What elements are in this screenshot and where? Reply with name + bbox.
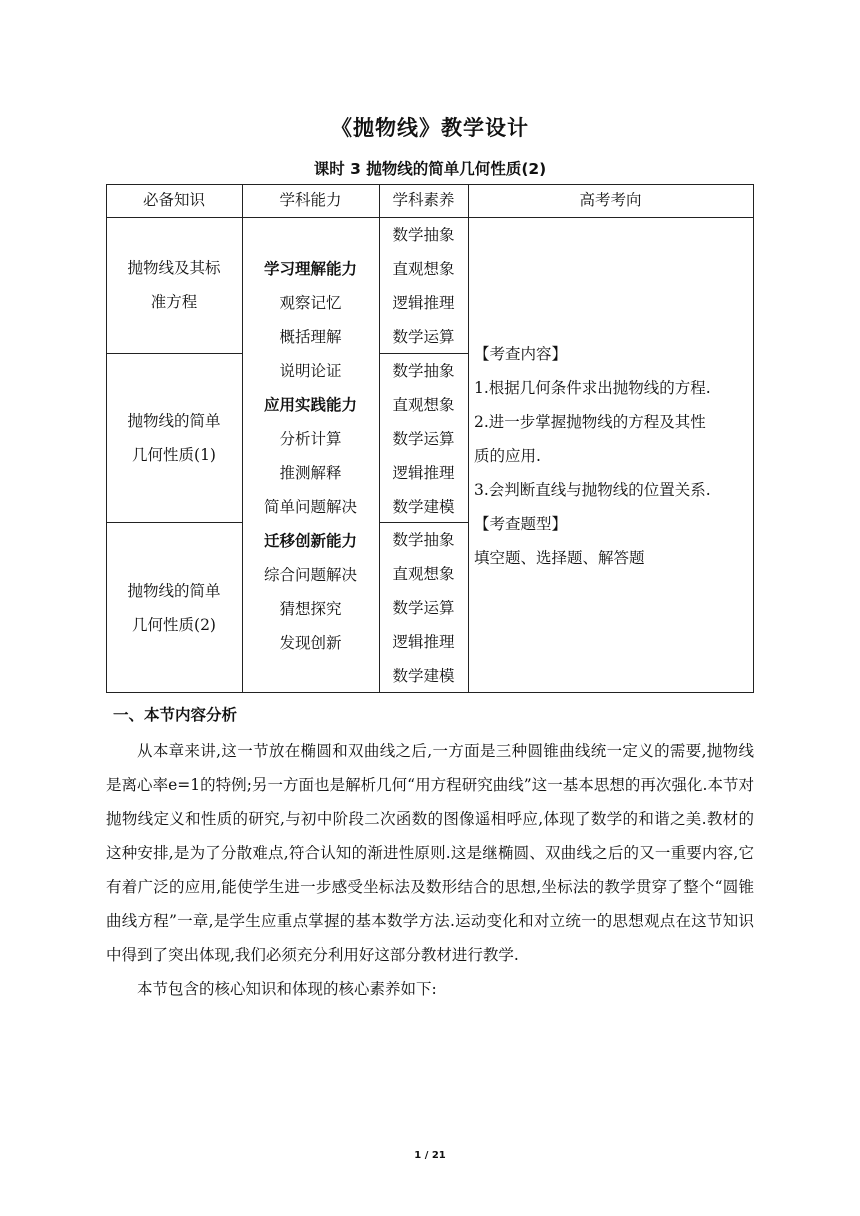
knowledge-cell: 抛物线及其标 准方程: [127, 259, 221, 311]
header-knowledge: 必备知识: [142, 191, 205, 209]
ability-list: 学习理解能力 观察记忆 概括理解 说明论证 应用实践能力 分析计算 推测解释 简单问题解决 迁移创新能力 综合问题解决 猜想探究 发现创新: [263, 260, 357, 652]
document-title: 《抛物线》教学设计: [331, 116, 529, 140]
exam-content: 【考查内容】 1.根据几何条件求出抛物线的方程. 2.进一步掌握抛物线的方程及其性 质的应用. 3.会判断直线与抛物线的位置关系. 【考查题型】 填空题、选择题、解答题: [474, 345, 711, 567]
header-exam: 高考考向: [579, 191, 642, 209]
body-paragraph: 从本章来讲,这一节放在椭圆和双曲线之后,一方面是三种圆锥曲线统一定义的需要,抛物线是离心率e=1的特例;另一方面也是解析几何“用方程研究曲线”这一基本思想的再次强化.本节对抛物线定义和性质的研究,与初中阶段二次函数的图像遥相呼应,体现了数学的和谐之美.教材的这种安排,是为了分散难点,符合认知的渐进性原则.这是继椭圆、双曲线之后的又一重要内容,它有着广泛的应用,能使学生进一步感受坐标法及数形结合的思想,坐标法的教学贯穿了整个“圆锥曲线方程”一章,是学生应重点掌握的基本数学方法.运动变化和对立统一的思想观点在这节知识中得到了突出体现,我们必须充分利用好这部分教材进行教学.: [106, 742, 754, 964]
literacy-group: 数学抽象 直观想象 数学运算 逻辑推理 数学建模: [392, 362, 455, 516]
header-ability: 学科能力: [279, 191, 342, 209]
literacy-group: 数学抽象 直观想象 逻辑推理 数学运算: [392, 226, 455, 346]
knowledge-cell: 抛物线的简单 几何性质(2): [127, 582, 221, 634]
knowledge-cell: 抛物线的简单 几何性质(1): [127, 412, 221, 464]
body-paragraph: 本节包含的核心知识和体现的核心素养如下:: [137, 980, 437, 998]
lesson-subtitle: 课时 3 抛物线的简单几何性质(2): [313, 160, 547, 178]
section-heading: 一、本节内容分析: [113, 706, 238, 724]
literacy-group: 数学抽象 直观想象 数学运算 逻辑推理 数学建模: [392, 531, 455, 685]
header-literacy: 学科素养: [392, 191, 455, 209]
page-number: 1 / 21: [414, 1150, 446, 1161]
